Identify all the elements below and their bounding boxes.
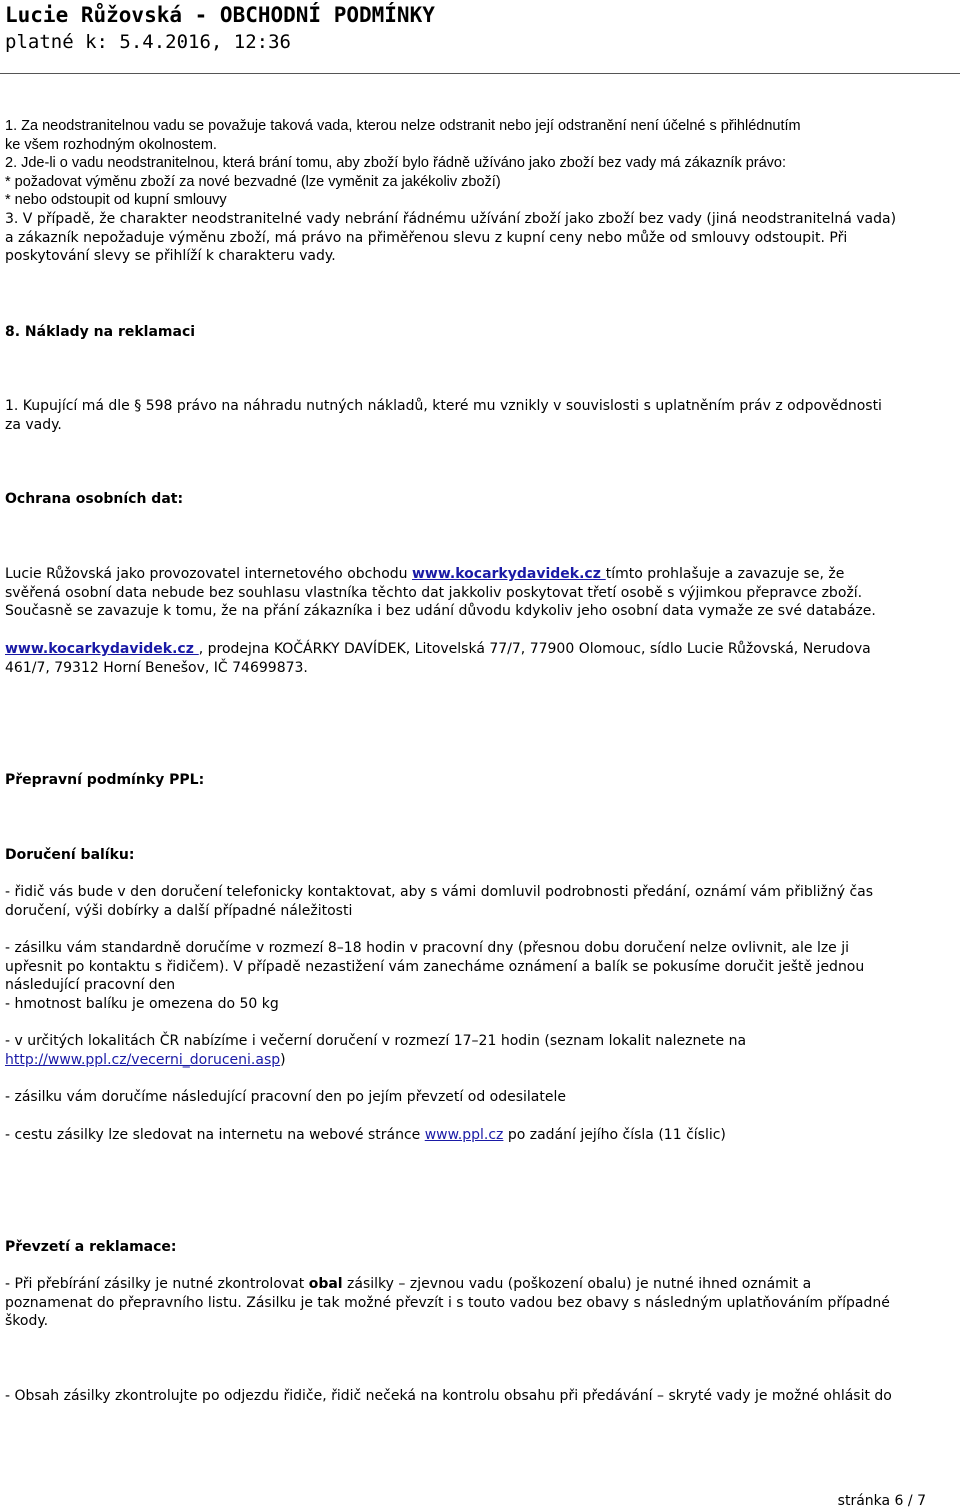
- paragraph-doruceni-4: - zásilku vám doručíme následující pracovní den po jejím převzetí od odesilatele: [5, 1089, 566, 1105]
- ppl-evening-link[interactable]: http://www.ppl.cz/vecerni_doruceni.asp: [5, 1051, 281, 1068]
- valid-date: platné k: 5.4.2016, 12:36: [5, 31, 291, 53]
- text-line: - v určitých lokalitách ČR nabízíme i večerní doručení v rozmezí 17–21 hodin (seznam lokalit naleznete na: [5, 1033, 747, 1049]
- page-header: [5, 2, 435, 54]
- text-line: http://www.ppl.cz/vecerni_doruceni.asp): [5, 1051, 286, 1068]
- paragraph-prodejna: [5, 640, 955, 677]
- paragraph-ochrana: [5, 565, 955, 621]
- text-line: 461/7, 79312 Horní Benešov, IČ 74699873.: [5, 659, 308, 676]
- text-line: - řidič vás bude v den doručení telefonicky kontaktovat, aby s vámi domluvil podrobnosti předání, oznámí vám přibližný čas: [5, 884, 874, 900]
- paragraph-doruceni-1: [5, 883, 955, 920]
- text-line: ke všem rozhodným okolnostem.: [5, 136, 217, 153]
- heading-doruceni: Doručení balíku:: [5, 847, 135, 863]
- shop-link[interactable]: www.kocarkydavidek.cz: [5, 641, 199, 657]
- text-line: následující pracovní den: [5, 977, 176, 994]
- text-line: Současně se zavazuje k tomu, že na přání zákazníka i bez udání důvodu kdykoliv jeho osobní data vymaže ze své databáze.: [5, 603, 876, 620]
- heading-ppl: Přepravní podmínky PPL:: [5, 772, 205, 788]
- heading-naklady: 8. Náklady na reklamaci: [5, 324, 196, 340]
- text-line: 3. V případě, že charakter neodstranitelné vady nebrání řádnému užívání zboží jako zboží bez vady (jiná neodstranitelná vada): [5, 211, 897, 227]
- paragraph-doruceni-5: - cestu zásilky lze sledovat na internetu na webové stránce www.ppl.cz po zadání jejího čísla (11 číslic): [5, 1127, 726, 1143]
- text-line: - hmotnost balíku je omezena do 50 kg: [5, 995, 279, 1012]
- text-line: poskytování slevy se přihlíží k charakteru vady.: [5, 248, 336, 265]
- paragraph-prevzeti-1: [5, 1275, 955, 1331]
- heading-ochrana: Ochrana osobních dat:: [5, 491, 184, 507]
- text-line: 1. Za neodstranitelnou vadu se považuje taková vada, kterou nelze odstranit nebo její odstranění není účelné s přihlédnutím: [5, 118, 801, 134]
- paragraph-doruceni-2: [5, 939, 955, 1013]
- text-line: upřesnit po kontaktu s řidičem). V případě nezastižení vám zanecháme oznámení a balík se pokusíme doručit ještě jednou: [5, 958, 865, 975]
- text-line: - Při přebírání zásilky je nutné zkontrolovat obal zásilky – zjevnou vadu (poškození obalu) je nutné ihned oznámit a: [5, 1276, 812, 1292]
- text-line: škody.: [5, 1313, 49, 1330]
- text-line: * nebo odstoupit od kupní smlouvy: [5, 192, 227, 209]
- text-line: svěřená osobní data nebude bez souhlasu vlastníka těchto dat jakkoliv poskytovat třetí osobě s výjimkou přepravce zboží.: [5, 584, 863, 601]
- text-line: za vady.: [5, 416, 62, 433]
- paragraph-naklady: [5, 397, 955, 434]
- text-line: 1. Kupující má dle § 598 právo na náhradu nutných nákladů, které mu vznikly v souvislosti s uplatněním práv z odpovědnosti: [5, 398, 882, 414]
- text-line: Lucie Růžovská jako provozovatel internetového obchodu www.kocarkydavidek.cz tímto prohlašuje a zavazuje se, že: [5, 566, 845, 582]
- text-line: * požadovat výměnu zboží za nové bezvadné (lze vyměnit za jakékoliv zboží): [5, 173, 501, 190]
- text-line: a zákazník nepožaduje výměnu zboží, má právo na přiměřenou slevu z kupní ceny nebo může od smlouvy odstoupit. Při: [5, 229, 848, 246]
- heading-prevzeti: Převzetí a reklamace:: [5, 1239, 177, 1255]
- text-line: www.kocarkydavidek.cz , prodejna KOČÁRKY DAVÍDEK, Litovelská 77/7, 77900 Olomouc, sídlo Lucie Růžovská, Nerudova: [5, 641, 871, 657]
- paragraph-3: [5, 210, 955, 266]
- ppl-link[interactable]: www.ppl.cz: [424, 1127, 504, 1143]
- text-line: 2. Jde-li o vadu neodstranitelnou, která brání tomu, aby zboží bylo řádně užíváno jako zboží bez vady má zákazník právo:: [5, 155, 787, 172]
- text-line: - zásilku vám standardně doručíme v rozmezí 8–18 hodin v pracovní dny (přesnou dobu doručení nelze ovlivnit, ale lze ji: [5, 940, 850, 956]
- paragraph-doruceni-3: [5, 1032, 955, 1069]
- paragraph-1: [5, 117, 955, 210]
- text-line: poznamenat do přepravního listu. Zásilku je tak možné převzít i s touto vadou bez obavy s následným uplatňováním případné: [5, 1294, 890, 1311]
- document-title: Lucie Růžovská - OBCHODNÍ PODMÍNKY: [5, 3, 435, 27]
- page-number: stránka 6 / 7: [837, 1493, 926, 1509]
- header-divider: [0, 73, 960, 74]
- shop-link[interactable]: www.kocarkydavidek.cz: [412, 566, 606, 582]
- paragraph-prevzeti-2: - Obsah zásilky zkontrolujte po odjezdu řidiče, řidič nečeká na kontrolu obsahu při předávání – skryté vady je možné ohlásit do: [5, 1388, 892, 1404]
- text-line: doručení, výši dobírky a další případné náležitosti: [5, 902, 353, 919]
